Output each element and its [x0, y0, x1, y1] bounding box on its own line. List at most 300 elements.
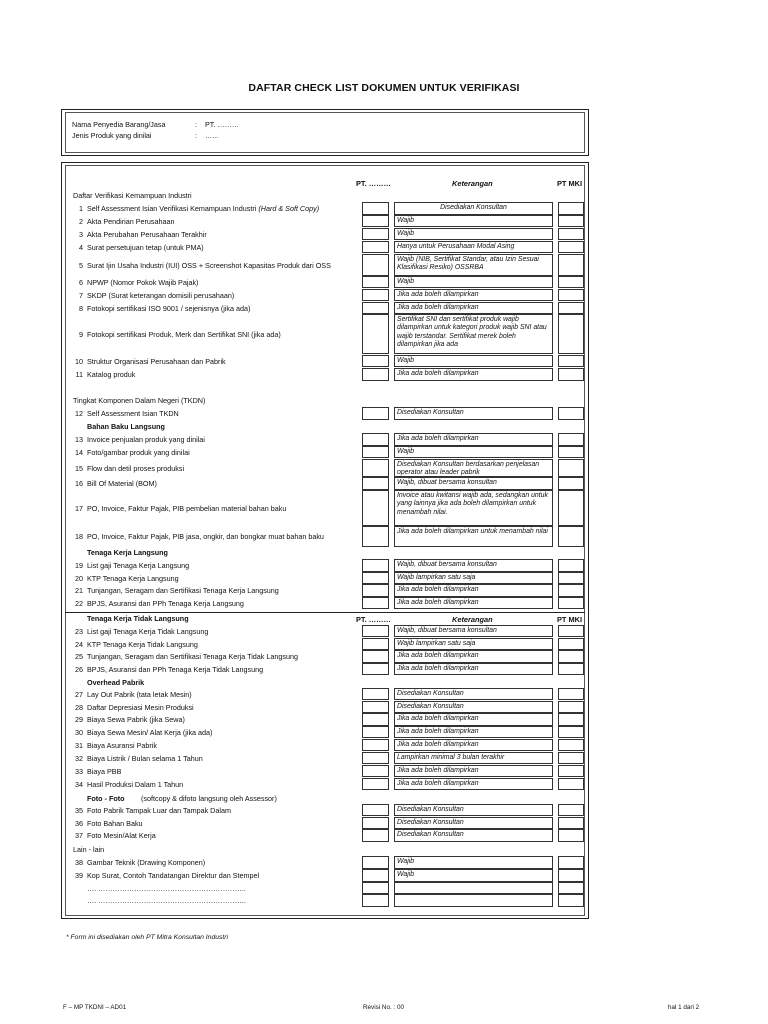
pt-check-cell[interactable]: [362, 650, 389, 663]
row-number: 13: [75, 435, 83, 444]
pt-check-cell[interactable]: [362, 276, 389, 288]
pt-check-cell[interactable]: [362, 739, 389, 751]
pt-check-cell[interactable]: [362, 302, 389, 314]
row-description-note: (Hard & Soft Copy): [258, 204, 320, 213]
keterangan-cell: Jika ada boleh dilampirkan: [394, 433, 553, 446]
table-row: [66, 752, 585, 764]
row-description-text: NPWP (Nomor Pokok Wajib Pajak): [87, 277, 199, 287]
table-row: [66, 584, 585, 597]
pt-check-cell[interactable]: [362, 752, 389, 764]
table-row: [66, 526, 585, 547]
row-description-text: Biaya Listrik / Bulan selama 1 Tahun: [87, 753, 203, 763]
pt-mki-check-cell[interactable]: [558, 638, 584, 650]
supplier-name-label: Nama Penyedia Barang/Jasa: [72, 120, 166, 129]
row-number: 34: [75, 779, 83, 789]
row-description-text: Gambar Teknik (Drawing Komponen): [87, 858, 206, 867]
pt-mki-check-cell[interactable]: [558, 254, 584, 276]
pt-check-cell[interactable]: [362, 894, 389, 907]
row-description-text: Invoice penjualan produk yang dinilai: [87, 435, 205, 444]
section-kemampuan-industri: Daftar Verifikasi Kemampuan Industri: [73, 191, 192, 200]
row-number: 3: [79, 229, 83, 239]
table-row: [66, 407, 585, 420]
row-description-text: Self Assessment Isian TKDN: [87, 409, 179, 418]
row-description: [87, 330, 361, 339]
pt-check-cell[interactable]: [362, 597, 389, 609]
footer-revision: Revisi No. : 00: [363, 1004, 404, 1011]
table-row: [66, 276, 585, 288]
row-description-text: Surat Ijin Usaha Industri (IUI) OSS + Screenshot Kapasitas Produk dari OSS: [87, 260, 331, 270]
table-row: [66, 650, 585, 663]
pt-check-cell[interactable]: [362, 490, 389, 526]
table-row: [66, 597, 585, 609]
row-description-text: PO, Invoice, Faktur Pajak, PIB pembelian material bahan baku: [87, 503, 287, 513]
row-number: 20: [75, 573, 83, 583]
keterangan-cell: Jika ada boleh dilampirkan: [394, 368, 553, 381]
row-number: 38: [75, 858, 83, 867]
table-row: [66, 289, 585, 301]
row-number: 25: [75, 652, 83, 661]
row-description: [87, 479, 361, 488]
pt-check-cell[interactable]: [362, 459, 389, 477]
pt-check-cell[interactable]: [362, 228, 389, 240]
pt-check-cell[interactable]: [362, 241, 389, 253]
row-description: [87, 665, 361, 674]
row-number: 9: [79, 329, 83, 339]
row-number: 27: [75, 689, 83, 699]
pt-check-cell[interactable]: [362, 856, 389, 869]
pt-mki-check-cell[interactable]: [558, 459, 584, 477]
pt-check-cell[interactable]: [362, 625, 389, 637]
pt-check-cell[interactable]: [362, 726, 389, 738]
pt-mki-check-cell[interactable]: [558, 663, 584, 675]
row-description: [87, 806, 361, 815]
row-number: 32: [75, 753, 83, 763]
table-row: [66, 739, 585, 751]
pt-check-cell[interactable]: [362, 688, 389, 700]
row-description: [87, 230, 361, 239]
pt-mki-check-cell[interactable]: [558, 407, 584, 420]
row-description: [87, 599, 361, 608]
pt-check-cell[interactable]: [362, 433, 389, 446]
row-description-text: Foto Pabrik Tampak Luar dan Tampak Dalam: [87, 805, 231, 815]
row-description: [87, 741, 361, 750]
row-number: 36: [75, 818, 83, 828]
row-description-text: Biaya Sewa Mesin/ Alat Kerja (jika ada): [87, 727, 213, 737]
pt-mki-check-cell[interactable]: [558, 869, 584, 882]
pt-check-cell[interactable]: [362, 713, 389, 726]
subsection-bahan-baku: Bahan Baku Langsung: [87, 422, 165, 431]
pt-mki-check-cell[interactable]: [558, 241, 584, 253]
pt-check-cell[interactable]: [362, 289, 389, 301]
table-row: [66, 368, 585, 381]
row-number: 14: [75, 447, 83, 457]
pt-check-cell[interactable]: [362, 638, 389, 650]
keterangan-cell: Disediakan Konsultan: [394, 701, 553, 713]
footnote: * Form ini disediakan oleh PT Mitra Konsultan Industri: [66, 934, 229, 941]
keterangan-cell: Jika ada boleh dilampirkan untuk menambah nilai: [394, 526, 553, 547]
pt-mki-check-cell[interactable]: [558, 856, 584, 869]
pt-check-cell[interactable]: [362, 407, 389, 420]
table-row: [66, 688, 585, 700]
row-number: 6: [79, 277, 83, 287]
table-row: [66, 778, 585, 790]
row-description-text: Kop Surat, Contoh Tandatangan Direktur dan Stempel: [87, 871, 260, 880]
pt-check-cell[interactable]: [362, 446, 389, 458]
table-row: [66, 894, 585, 907]
row-description: [87, 435, 361, 444]
pt-check-cell[interactable]: [362, 559, 389, 572]
keterangan-cell: Jika ada boleh dilampirkan: [394, 584, 553, 597]
pt-mki-check-cell[interactable]: [558, 572, 584, 584]
pt-check-cell[interactable]: [362, 355, 389, 367]
row-description-text: Biaya Asuransi Pabrik: [87, 740, 157, 750]
footer-form-code: F – MP TKDNI – AD01: [63, 1004, 127, 1011]
keterangan-cell: Lampirkan minimal 3 bulan terakhir: [394, 752, 553, 764]
header-pt-2: PT. ………: [356, 615, 391, 624]
pt-check-cell[interactable]: [362, 254, 389, 276]
pt-mki-check-cell[interactable]: [558, 559, 584, 572]
pt-check-cell[interactable]: [362, 804, 389, 816]
pt-mki-check-cell[interactable]: [558, 202, 584, 215]
row-number: 16: [75, 479, 83, 488]
row-description: [87, 409, 361, 418]
row-description-text: Flow dan detil proses produksi: [87, 463, 185, 473]
keterangan-cell: Sertifikat SNI dan sertifikat produk wajib dilampirkan untuk kategori produk wajib SNI atau wajib terstandar. Sertifikat merek boleh dilampirkan jika ada: [394, 314, 553, 354]
table-row: [66, 829, 585, 842]
header-pt-mki: PT MKI: [557, 179, 583, 188]
table-row: [66, 804, 585, 816]
row-number: 11: [75, 370, 83, 379]
pt-check-cell[interactable]: [362, 368, 389, 381]
row-number: 21: [75, 586, 83, 595]
row-description-text: List gaji Tenaga Kerja Tidak Langsung: [87, 626, 209, 636]
pt-mki-check-cell[interactable]: [558, 650, 584, 663]
row-description: [87, 217, 361, 226]
keterangan-cell: Jika ada boleh dilampirkan: [394, 597, 553, 609]
pt-mki-check-cell[interactable]: [558, 597, 584, 609]
row-number: 30: [75, 727, 83, 737]
table-row: [66, 459, 585, 477]
pt-mki-check-cell[interactable]: [558, 765, 584, 777]
keterangan-cell: Jika ada boleh dilampirkan: [394, 650, 553, 663]
page-break-line: [65, 612, 585, 613]
keterangan-cell: Wajib lampirkan satu saja: [394, 638, 553, 650]
row-description-text: Akta Pendirian Perusahaan: [87, 216, 175, 226]
pt-check-cell[interactable]: [362, 882, 389, 894]
row-number: 39: [75, 871, 83, 880]
row-description: [87, 532, 361, 541]
table-row: [66, 215, 585, 227]
row-description: [87, 561, 361, 570]
pt-mki-check-cell[interactable]: [558, 739, 584, 751]
pt-check-cell[interactable]: [362, 778, 389, 790]
pt-mki-check-cell[interactable]: [558, 289, 584, 301]
keterangan-cell: Hanya untuk Perusahaan Modal Asing: [394, 241, 553, 253]
row-description: [87, 640, 361, 649]
header-pt: PT. ………: [356, 179, 391, 188]
keterangan-cell: Wajib: [394, 869, 553, 882]
pt-mki-check-cell[interactable]: [558, 688, 584, 700]
table-row: [66, 713, 585, 726]
keterangan-cell: Wajib: [394, 215, 553, 227]
table-row: [66, 477, 585, 490]
keterangan-cell: Disediakan Konsultan: [394, 688, 553, 700]
row-number: 10: [75, 356, 83, 366]
row-number: 5: [79, 260, 83, 270]
keterangan-cell: Wajib: [394, 446, 553, 458]
keterangan-cell: Wajib: [394, 228, 553, 240]
row-number: 29: [75, 715, 83, 724]
supplier-name-value[interactable]: PT. ………: [205, 120, 239, 129]
row-description-text: KTP Tenaga Kerja Langsung: [87, 573, 179, 583]
pt-mki-check-cell[interactable]: [558, 368, 584, 381]
keterangan-cell: Wajib: [394, 355, 553, 367]
row-description-text: Daftar Depresiasi Mesin Produksi: [87, 702, 194, 712]
table-row: [66, 355, 585, 367]
table-row: [66, 433, 585, 446]
pt-check-cell[interactable]: [362, 584, 389, 597]
row-description: [87, 728, 361, 737]
row-description-text: Struktur Organisasi Perusahaan dan Pabrik: [87, 356, 226, 366]
row-description-text: Fotokopi sertifikasi ISO 9001 / sejenisnya (jika ada): [87, 303, 251, 313]
header-keterangan: Keterangan: [452, 179, 493, 188]
keterangan-cell: Jika ada boleh dilampirkan: [394, 663, 553, 675]
row-number: 15: [75, 463, 83, 473]
table-row: [66, 869, 585, 882]
row-number: 2: [79, 216, 83, 226]
table-row: [66, 228, 585, 240]
row-description-text: List gaji Tenaga Kerja Langsung: [87, 561, 190, 570]
pt-mki-check-cell[interactable]: [558, 726, 584, 738]
keterangan-cell: Wajib (NIB, Sertifikat Standar, atau Izin Sesuai Klasifikasi Resiko) OSSRBA: [394, 254, 553, 276]
row-description-text: Tunjangan, Seragam dan Sertifikasi Tenaga Kerja Langsung: [87, 586, 279, 595]
page-title: DAFTAR CHECK LIST DOKUMEN UNTUK VERIFIKASI: [248, 82, 520, 94]
pt-mki-check-cell[interactable]: [558, 302, 584, 314]
row-description-text: Foto Mesin/Alat Kerja: [87, 831, 156, 840]
row-number: 8: [79, 303, 83, 313]
pt-mki-check-cell[interactable]: [558, 433, 584, 446]
table-row: [66, 663, 585, 675]
row-description: [87, 871, 361, 880]
keterangan-cell: Wajib, dibuat bersama konsultan: [394, 477, 553, 490]
product-colon: :: [195, 131, 197, 140]
pt-mki-check-cell[interactable]: [558, 829, 584, 842]
row-description: [87, 754, 361, 763]
row-description: [87, 243, 361, 252]
row-number: 31: [75, 740, 83, 750]
pt-check-cell[interactable]: [362, 477, 389, 490]
row-description-text: Fotokopi sertifikasi Produk, Merk dan Sertifikat SNI (jika ada): [87, 329, 281, 339]
row-description-text: SKDP (Surat keterangan domisili perusahaan): [87, 290, 235, 300]
table-row: [66, 314, 585, 354]
table-row: [66, 882, 585, 894]
keterangan-cell: Jika ada boleh dilampirkan: [394, 739, 553, 751]
row-description-text: Foto Bahan Baku: [87, 818, 143, 828]
subsection-overhead-pabrik: Overhead Pabrik: [87, 678, 145, 687]
table-row: [66, 638, 585, 650]
table-row: [66, 625, 585, 637]
header-pt-mki-2: PT MKI: [557, 615, 583, 624]
row-number: 22: [75, 598, 83, 608]
row-description: [87, 896, 361, 905]
subsection-tenaga-kerja-langsung: Tenaga Kerja Langsung: [87, 548, 168, 557]
row-description-text: Biaya PBB: [87, 766, 122, 776]
keterangan-cell: Disediakan Konsultan: [394, 817, 553, 829]
keterangan-cell: Wajib, dibuat bersama konsultan: [394, 625, 553, 637]
pt-mki-check-cell[interactable]: [558, 584, 584, 597]
pt-mki-check-cell[interactable]: [558, 215, 584, 227]
table-row: [66, 701, 585, 713]
table-row: [66, 490, 585, 526]
row-number: 4: [79, 242, 83, 252]
header-keterangan-2: Keterangan: [452, 615, 493, 624]
table-row: [66, 302, 585, 314]
row-description-text: Lay Out Pabrik (tata letak Mesin): [87, 689, 192, 699]
row-description: [87, 831, 361, 840]
keterangan-cell: Jika ada boleh dilampirkan: [394, 778, 553, 790]
table-row: [66, 817, 585, 829]
table-row: [66, 765, 585, 777]
pt-check-cell[interactable]: [362, 526, 389, 547]
row-description: [87, 261, 361, 270]
row-description: [87, 652, 361, 661]
keterangan-cell: Wajib: [394, 856, 553, 869]
row-description-text: …. ……………………………………………………..: [87, 896, 246, 905]
row-description: [87, 291, 361, 300]
row-description: [87, 690, 361, 699]
row-description: [87, 574, 361, 583]
pt-mki-check-cell[interactable]: [558, 526, 584, 547]
row-description-text: Katalog produk: [87, 370, 136, 379]
pt-check-cell[interactable]: [362, 663, 389, 675]
section-lain-lain: Lain - lain: [73, 845, 105, 854]
row-description-text: Biaya Sewa Pabrik (jika Sewa): [87, 715, 185, 724]
table-row: [66, 856, 585, 869]
row-number: 37: [75, 831, 83, 840]
pt-mki-check-cell[interactable]: [558, 778, 584, 790]
row-description-text: Self Assessment Isian Verifikasi Kemampuan Industri: [87, 204, 257, 213]
row-description: [87, 858, 361, 867]
row-description: [87, 819, 361, 828]
row-description-text: Tunjangan, Seragam dan Sertifikasi Tenaga Kerja Tidak Langsung: [87, 652, 298, 661]
row-description-text: Foto/gambar produk yang dinilai: [87, 447, 190, 457]
row-number: 24: [75, 639, 83, 649]
pt-check-cell[interactable]: [362, 765, 389, 777]
row-description-text: PO, Invoice, Faktur Pajak, PIB jasa, ongkir, dan bongkar muat bahan baku: [87, 532, 324, 541]
pt-mki-check-cell[interactable]: [558, 701, 584, 713]
row-description: [87, 504, 361, 513]
keterangan-cell: Disediakan Konsultan berdasarkan penjelasan operator atau leader pabrik: [394, 459, 553, 477]
keterangan-cell: [394, 882, 553, 894]
row-number: 26: [75, 664, 83, 674]
pt-check-cell[interactable]: [362, 215, 389, 227]
pt-check-cell[interactable]: [362, 572, 389, 584]
pt-mki-check-cell[interactable]: [558, 625, 584, 637]
row-number: 1: [79, 204, 83, 213]
row-description: [87, 780, 361, 789]
keterangan-cell: Jika ada boleh dilampirkan: [394, 765, 553, 777]
keterangan-cell: Wajib lampirkan satu saja: [394, 572, 553, 584]
pt-mki-check-cell[interactable]: [558, 713, 584, 726]
keterangan-cell: Disediakan Konsultan: [394, 407, 553, 420]
table-row: [66, 241, 585, 253]
supplier-name-colon: :: [195, 120, 197, 129]
row-number: 17: [75, 503, 83, 513]
pt-check-cell[interactable]: [362, 314, 389, 354]
row-number: 7: [79, 290, 83, 300]
pt-mki-check-cell[interactable]: [558, 314, 584, 354]
row-description: [87, 703, 361, 712]
row-description-text: Akta Perubahan Perusahaan Terakhir: [87, 229, 207, 239]
row-description: [87, 627, 361, 636]
keterangan-cell: [394, 894, 553, 907]
product-value[interactable]: …...: [205, 131, 219, 140]
row-description: [87, 448, 361, 457]
row-description-text: Surat persetujuan tetap (untuk PMA): [87, 242, 204, 252]
foto-note: (softcopy & difoto langsung oleh Assessor): [141, 794, 277, 803]
pt-mki-check-cell[interactable]: [558, 276, 584, 288]
row-description: [87, 464, 361, 473]
row-number: 12: [75, 409, 83, 418]
pt-mki-check-cell[interactable]: [558, 446, 584, 458]
row-description: [87, 304, 361, 313]
table-row: [66, 726, 585, 738]
footer-page: hal 1 dari 2: [668, 1004, 700, 1011]
pt-check-cell[interactable]: [362, 817, 389, 829]
row-description: [87, 767, 361, 776]
row-description: [87, 278, 361, 287]
pt-check-cell[interactable]: [362, 869, 389, 882]
pt-mki-check-cell[interactable]: [558, 477, 584, 490]
pt-check-cell[interactable]: [362, 701, 389, 713]
table-row: [66, 446, 585, 458]
pt-mki-check-cell[interactable]: [558, 355, 584, 367]
keterangan-cell: Disediakan Konsultan: [394, 804, 553, 816]
keterangan-cell: Jika ada boleh dilampirkan: [394, 726, 553, 738]
keterangan-cell: Jika ada boleh dilampirkan: [394, 302, 553, 314]
row-description-text: KTP Tenaga Kerja Tidak Langsung: [87, 639, 198, 649]
keterangan-cell: Wajib: [394, 276, 553, 288]
pt-mki-check-cell[interactable]: [558, 882, 584, 894]
pt-mki-check-cell[interactable]: [558, 752, 584, 764]
pt-mki-check-cell[interactable]: [558, 228, 584, 240]
row-description-text: BPJS, Asuransi dan PPh Tenaga Kerja Langsung: [87, 598, 244, 608]
pt-mki-check-cell[interactable]: [558, 804, 584, 816]
pt-mki-check-cell[interactable]: [558, 894, 584, 907]
row-description-text: Bill Of Material (BOM): [87, 479, 157, 488]
row-number: 33: [75, 766, 83, 776]
keterangan-cell: Disediakan Konsultan: [394, 202, 553, 215]
row-description-text: …. ……………………………………………………..: [87, 883, 246, 893]
table-row: [66, 572, 585, 584]
table-row: [66, 254, 585, 276]
pt-check-cell[interactable]: [362, 202, 389, 215]
row-number: 18: [75, 532, 83, 541]
pt-check-cell[interactable]: [362, 829, 389, 842]
pt-mki-check-cell[interactable]: [558, 817, 584, 829]
keterangan-cell: Jika ada boleh dilampirkan: [394, 713, 553, 726]
table-row: [66, 202, 585, 215]
row-description-text: BPJS, Asuransi dan PPh Tenaga Kerja Tidak Langsung: [87, 664, 264, 674]
row-number: 19: [75, 561, 83, 570]
keterangan-cell: Disediakan Konsultan: [394, 829, 553, 842]
row-description: [87, 204, 361, 213]
subsection-tenaga-kerja-tidak-langsung: Tenaga Kerja Tidak Langsung: [87, 614, 189, 623]
keterangan-cell: Invoice atau kwitansi wajib ada, sedangkan untuk yang lainnya jika ada boleh dilampirkan untuk menambah nilai.: [394, 490, 553, 526]
row-number: 23: [75, 626, 83, 636]
pt-mki-check-cell[interactable]: [558, 490, 584, 526]
keterangan-cell: Jika ada boleh dilampirkan: [394, 289, 553, 301]
